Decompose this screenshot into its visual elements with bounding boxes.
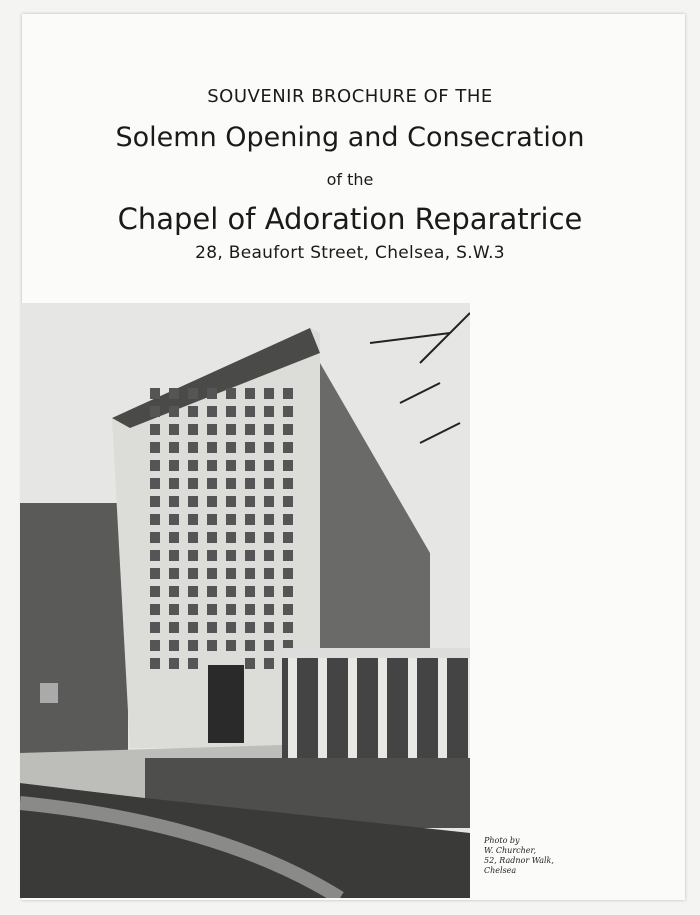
- credit-line: Chelsea: [484, 866, 517, 875]
- connector-text: of the: [326, 170, 374, 189]
- brochure-subtitle: SOUVENIR BROCHURE OF THE: [207, 86, 493, 107]
- chapel-photograph: [20, 303, 470, 898]
- credit-line: W. Churcher,: [484, 846, 537, 855]
- chapel-name: Chapel of Adoration Reparatrice: [117, 202, 583, 236]
- photo-credit: [484, 836, 554, 876]
- credit-line: 52, Radnor Walk,: [484, 856, 554, 865]
- event-title: Solemn Opening and Consecration: [115, 122, 585, 153]
- chapel-address: 28, Beaufort Street, Chelsea, S.W.3: [195, 243, 505, 263]
- credit-line: Photo by: [484, 836, 520, 845]
